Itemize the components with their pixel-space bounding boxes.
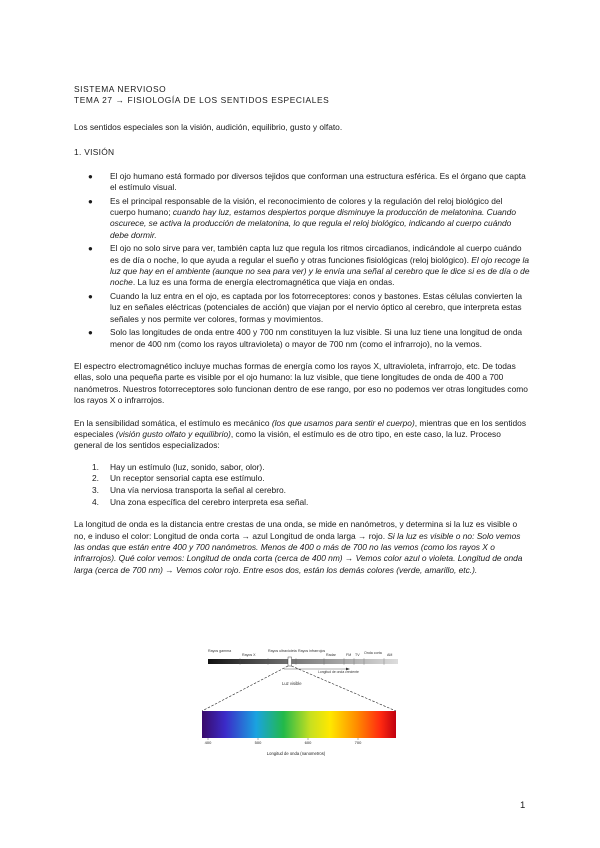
visible-light-label: Luz visible	[282, 681, 302, 686]
bullet-dot-icon: ●	[88, 328, 93, 338]
intro-paragraph: Los sentidos especiales son la visión, audición, equilibrio, gusto y olfato.	[74, 122, 343, 132]
band-label-gamma: Rayos gamma	[208, 649, 232, 653]
bullet-dot-icon: ●	[88, 171, 93, 181]
step-item: 4. Una zona específica del cerebro interpreta esa señal.	[92, 496, 309, 507]
process-steps-list	[74, 462, 530, 508]
wavelength-paragraph: La longitud de onda es la distancia entre crestas de una onda, se mide en nanómetros, y determina si la luz es visible o no, e induso el color: Longitud de onda corta → azul Longitud de onda larga → rojo. Si la luz es visible o no: Solo vemos las ondas que están entre 400 y 700 nanómetros. Menos de 400 o más de 700 no las vemos (como los rayos X o infrarrojos). Qué color vemos: Longitud de onda corta (cerca de 400 nm) → Vemos color azul o violeta. Longitud de onda larga (cerca de 700 nm) → Vemos color rojo. Entre esos dos, están los demás colores (verde, amarillo, etc.).	[74, 519, 523, 575]
band-label-fm: FM	[346, 653, 352, 657]
bullet-list	[74, 171, 530, 350]
spectrum-paragraph: El espectro electromagnético incluye muchas formas de energía como los rayos X, ultravioleta, infrarrojo, etc. De todas ellas, solo una pequeña parte es visible por el ojo humano: la luz visible, que tiene longitudes de onda de 400 a 700 nanómetros. Nuestros fotorreceptores solo funcionan dentro de ese rango, por eso no podemos ver otras longitudes como los rayos X o infrarrojos.	[74, 360, 528, 406]
bullet-item: ● Es el principal responsable de la visión, el reconocimiento de colores y la regulación del reloj biológico del cuerpo humano; cuando hay luz, estamos despiertos porque disminuye la producción de melatonina. Cuando oscurece, se activa la producción de melatonina, lo que regula el reloj biológico, indicando al cuerpo cuándo debe dormir.	[88, 195, 516, 240]
step-item: 2. Un receptor sensorial capta ese estímulo.	[92, 473, 265, 484]
bullet-dot-icon: ●	[88, 196, 93, 206]
bullet-dot-icon: ●	[88, 244, 93, 254]
bullet-dot-icon: ●	[88, 291, 93, 301]
tick-label-500: 500	[254, 740, 262, 745]
bullet-item: ● Cuando la luz entra en el ojo, es captada por los fotorreceptores: conos y bastones. Estas células convierten la luz en señales eléctricas (potenciales de acción) que viajan por el nervio óptico al cerebro, que interpreta estas señales y nos permite ver colores, formas y movimientos.	[88, 290, 523, 324]
tick-label-600: 600	[304, 740, 312, 745]
page-number: 1	[520, 800, 526, 811]
band-label-radar: Radar	[326, 653, 336, 657]
somatic-paragraph: En la sensibilidad somática, el estímulo es mecánico (los que usamos para sentir el cuerpo), mientras que en los sentidos especiales (visión gusto olfato y equilibrio), como la visión, el estímulo es de otro tipo, en este caso, la luz. Proceso general de los sentidos especializados:	[74, 417, 527, 451]
axis-title: Longitud de onda (nanometros)	[266, 751, 326, 756]
visible-window-marker	[288, 657, 292, 666]
bullet-item: ● El ojo humano está formado por diversos tejidos que conforman una estructura esférica. Es el órgano que capta el estímulo visual.	[88, 170, 526, 193]
band-label-shortwave: Onda corta	[364, 651, 382, 655]
band-label-xray: Rayos X	[242, 653, 256, 657]
band-label-ir: Rayos infrarrojos	[298, 649, 326, 653]
doc-header-line2: TEMA 27 → FISIOLOGÍA DE LOS SENTIDOS ESPECIALES	[74, 95, 330, 105]
band-label-tv: TV	[355, 653, 360, 657]
section-title: 1. VISIÓN	[74, 147, 115, 158]
tick-label-400: 400	[204, 740, 212, 745]
step-item: 3. Una vía nerviosa transporta la señal al cerebro.	[92, 484, 286, 495]
electromagnetic-spectrum-figure	[196, 647, 406, 769]
bullet-item: ● Solo las longitudes de onda entre 400 y 700 nm constituyen la luz visible. Si una luz tiene una longitud de onda menor de 400 nm (como los rayos ultravioleta) o mayor de 700 nm (como el infrarrojo), no la vemos.	[88, 327, 523, 349]
step-item: 1. Hay un estímulo (luz, sonido, sabor, olor).	[92, 461, 265, 472]
doc-header-line1: SISTEMA NERVIOSO	[74, 84, 167, 94]
band-label-am: AM	[387, 653, 393, 657]
band-label-uv: Rayos ultravioleta	[268, 649, 297, 653]
bullet-item: ● El ojo no solo sirve para ver, también capta luz que regula los ritmos circadianos, indicándole al cuerpo cuándo es de día o noche, lo que ayuda a regular el sueño y otras funciones fisiológicas (reloj biológico). El ojo recoge la luz que hay en el ambiente (aunque no sea para ver) y le envía una señal al cerebro que le dice si es de día o de noche. La luz es una forma de energía electromagnética que viaja en ondas.	[88, 243, 530, 288]
document-page	[74, 84, 530, 576]
em-spectrum-bar	[208, 659, 398, 664]
wavelength-increasing-label: Longitud de onda creciente	[318, 670, 359, 674]
visible-spectrum-bar	[202, 711, 396, 738]
tick-label-700: 700	[354, 740, 362, 745]
